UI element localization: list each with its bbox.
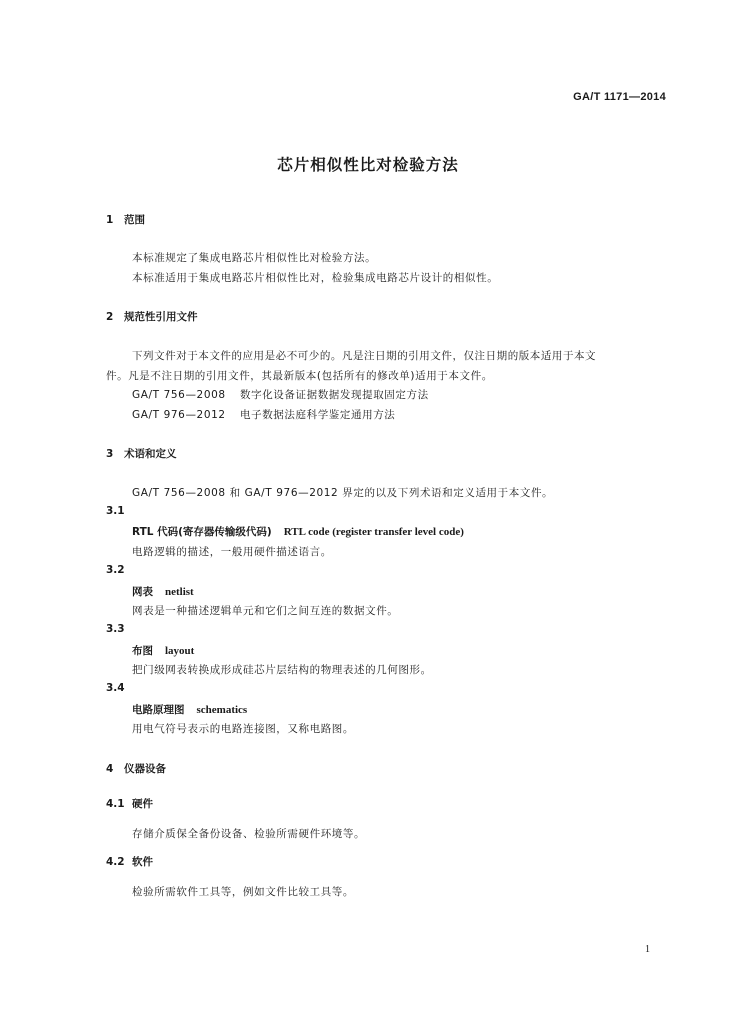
- paragraph: 件。凡是不注日期的引用文件，其最新版本(包括所有的修改单)适用于本文件。: [106, 370, 493, 382]
- term-number: 3.2: [106, 564, 125, 576]
- term-definition: 用电气符号表示的电路连接图，又称电路图。: [132, 723, 354, 735]
- term-zh: 电路原理图: [132, 704, 185, 716]
- normative-reference: [132, 387, 429, 402]
- subsection-4-1-heading: [106, 796, 153, 811]
- section-4-heading: [106, 761, 166, 776]
- section-title: 术语和定义: [124, 448, 177, 460]
- subsection-number: 4.1: [106, 798, 125, 810]
- standard-code: GA/T 1171—2014: [573, 91, 666, 103]
- section-number: 2: [106, 311, 114, 323]
- term-definition: 网表是一种描述逻辑单元和它们之间互连的数据文件。: [132, 605, 399, 617]
- section-title: 仪器设备: [124, 763, 166, 775]
- document-title: 芯片相似性比对检验方法: [277, 156, 459, 174]
- subsection-4-2-heading: [106, 854, 153, 869]
- section-title: 范围: [124, 214, 145, 226]
- term-definition: 电路逻辑的描述，一般用硬件描述语言。: [132, 546, 332, 558]
- section-2-heading: [106, 309, 198, 324]
- section-1-heading: [106, 212, 145, 227]
- reference-code: GA/T 976—2012: [132, 409, 226, 421]
- paragraph: 检验所需软件工具等，例如文件比较工具等。: [132, 886, 354, 898]
- section-number: 4: [106, 763, 114, 775]
- term-entry: [132, 584, 194, 599]
- term-zh: 网表: [132, 586, 153, 598]
- term-en: RTL code (register transfer level code): [283, 526, 464, 538]
- subsection-title: 软件: [132, 856, 153, 868]
- paragraph: 下列文件对于本文件的应用是必不可少的。凡是注日期的引用文件，仅注日期的版本适用于本文: [132, 350, 597, 362]
- paragraph: 本标准适用于集成电路芯片相似性比对，检验集成电路芯片设计的相似性。: [132, 272, 499, 284]
- subsection-title: 硬件: [132, 798, 153, 810]
- term-number: 3.4: [106, 682, 125, 694]
- section-number: 1: [106, 214, 114, 226]
- paragraph: 本标准规定了集成电路芯片相似性比对检验方法。: [132, 252, 377, 264]
- term-en: schematics: [196, 704, 248, 716]
- term-zh: RTL 代码(寄存器传输级代码): [132, 526, 272, 538]
- reference-title: 数字化设备证据数据发现提取固定方法: [240, 389, 429, 401]
- term-entry: [132, 702, 247, 717]
- section-title: 规范性引用文件: [124, 311, 198, 323]
- term-definition: 把门级网表转换成形成硅芯片层结构的物理表述的几何图形。: [132, 664, 432, 676]
- reference-title: 电子数据法庭科学鉴定通用方法: [240, 409, 396, 421]
- term-en: netlist: [165, 586, 194, 598]
- subsection-number: 4.2: [106, 856, 125, 868]
- term-zh: 布图: [132, 645, 153, 657]
- term-entry: [132, 643, 194, 658]
- paragraph: 存储介质保全备份设备、检验所需硬件环境等。: [132, 828, 366, 840]
- page-number: 1: [645, 944, 650, 955]
- reference-code: GA/T 756—2008: [132, 389, 226, 401]
- term-number: 3.3: [106, 623, 125, 635]
- section-number: 3: [106, 448, 114, 460]
- term-entry: [132, 524, 464, 539]
- paragraph: GA/T 756—2008 和 GA/T 976—2012 界定的以及下列术语和定义适用于本文件。: [132, 487, 554, 499]
- term-en: layout: [165, 645, 195, 657]
- normative-reference: [132, 407, 395, 422]
- section-3-heading: [106, 446, 177, 461]
- term-number: 3.1: [106, 505, 125, 517]
